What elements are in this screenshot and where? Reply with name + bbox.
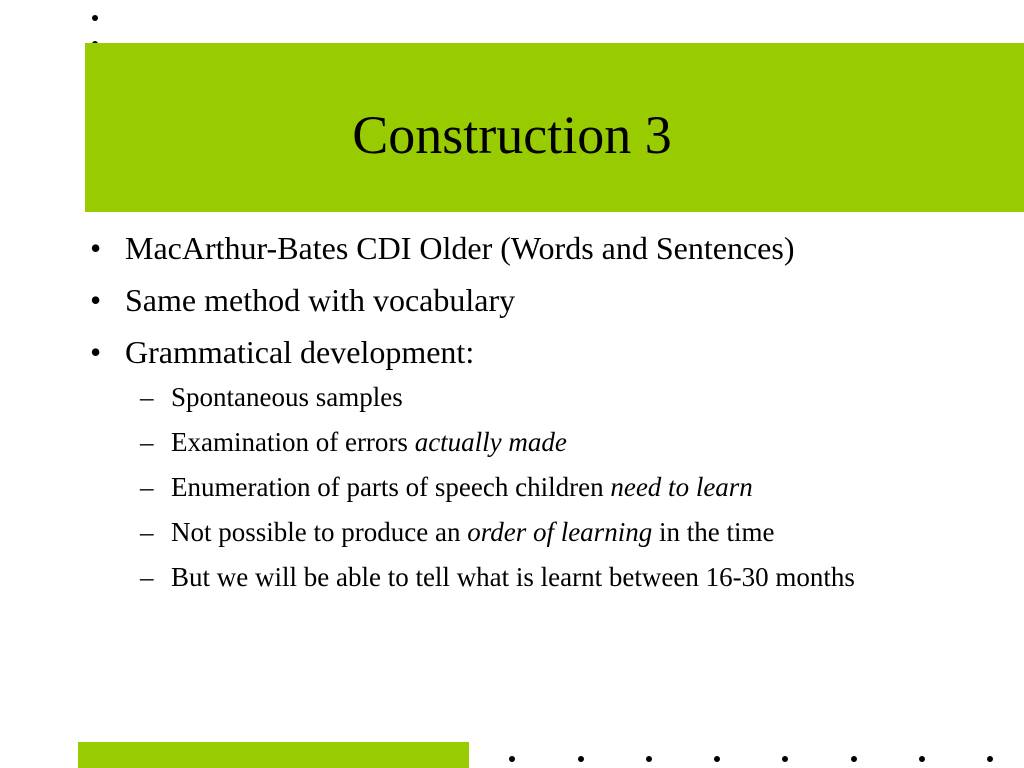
sub-bullet-item — [0, 380, 1024, 414]
bullet-text: Grammatical development: — [125, 334, 475, 370]
decorative-dot — [92, 15, 98, 21]
decorative-dot — [509, 756, 515, 762]
sub-bullet-emphasis: actually made — [414, 427, 567, 457]
sub-bullet-text — [171, 425, 961, 459]
sub-bullet-marker: – — [140, 472, 154, 502]
sub-bullet-emphasis: need to learn — [610, 472, 753, 502]
decorative-dot — [919, 756, 925, 762]
sub-bullet-plain-text: Not possible to produce an — [171, 517, 468, 547]
decorative-dot — [578, 756, 584, 762]
sub-bullet-text — [171, 470, 961, 504]
bullet-item — [0, 332, 1024, 372]
decorative-dot — [987, 756, 993, 762]
slide-title: Construction 3 — [352, 105, 672, 165]
sub-bullet-marker: – — [140, 562, 154, 592]
decorative-dot — [782, 756, 788, 762]
sub-bullet-item — [0, 425, 1024, 459]
sub-bullet-plain-text: in the time — [652, 517, 775, 547]
sub-bullet-item — [0, 470, 1024, 504]
sub-bullet-marker: – — [140, 517, 154, 547]
sub-bullet-plain-text: Enumeration of parts of speech children — [171, 472, 611, 502]
bullet-marker: • — [90, 282, 102, 318]
sub-bullet-text: Spontaneous samples — [171, 382, 403, 412]
bullet-item — [0, 228, 1024, 268]
bullet-marker: • — [90, 334, 102, 370]
bullet-text: MacArthur-Bates CDI Older (Words and Sentences) — [125, 230, 795, 266]
sub-bullet-text — [171, 515, 961, 549]
bullet-marker: • — [90, 230, 102, 266]
sub-bullet-emphasis: order of learning — [467, 517, 653, 547]
footer-accent-bar — [78, 742, 469, 768]
sub-bullet-marker: – — [140, 427, 154, 457]
sub-bullet-item — [0, 515, 1024, 549]
decorative-dot — [714, 756, 720, 762]
sub-bullet-text: But we will be able to tell what is learnt between 16-30 months — [171, 562, 855, 592]
sub-bullet-item — [0, 560, 1024, 594]
bullet-text: Same method with vocabulary — [125, 282, 516, 318]
slide-body — [0, 228, 1024, 605]
sub-bullet-marker: – — [140, 382, 154, 412]
decorative-dot — [646, 756, 652, 762]
sub-bullet-plain-text: Examination of errors — [171, 427, 415, 457]
decorative-dot — [851, 756, 857, 762]
bullet-item — [0, 280, 1024, 320]
